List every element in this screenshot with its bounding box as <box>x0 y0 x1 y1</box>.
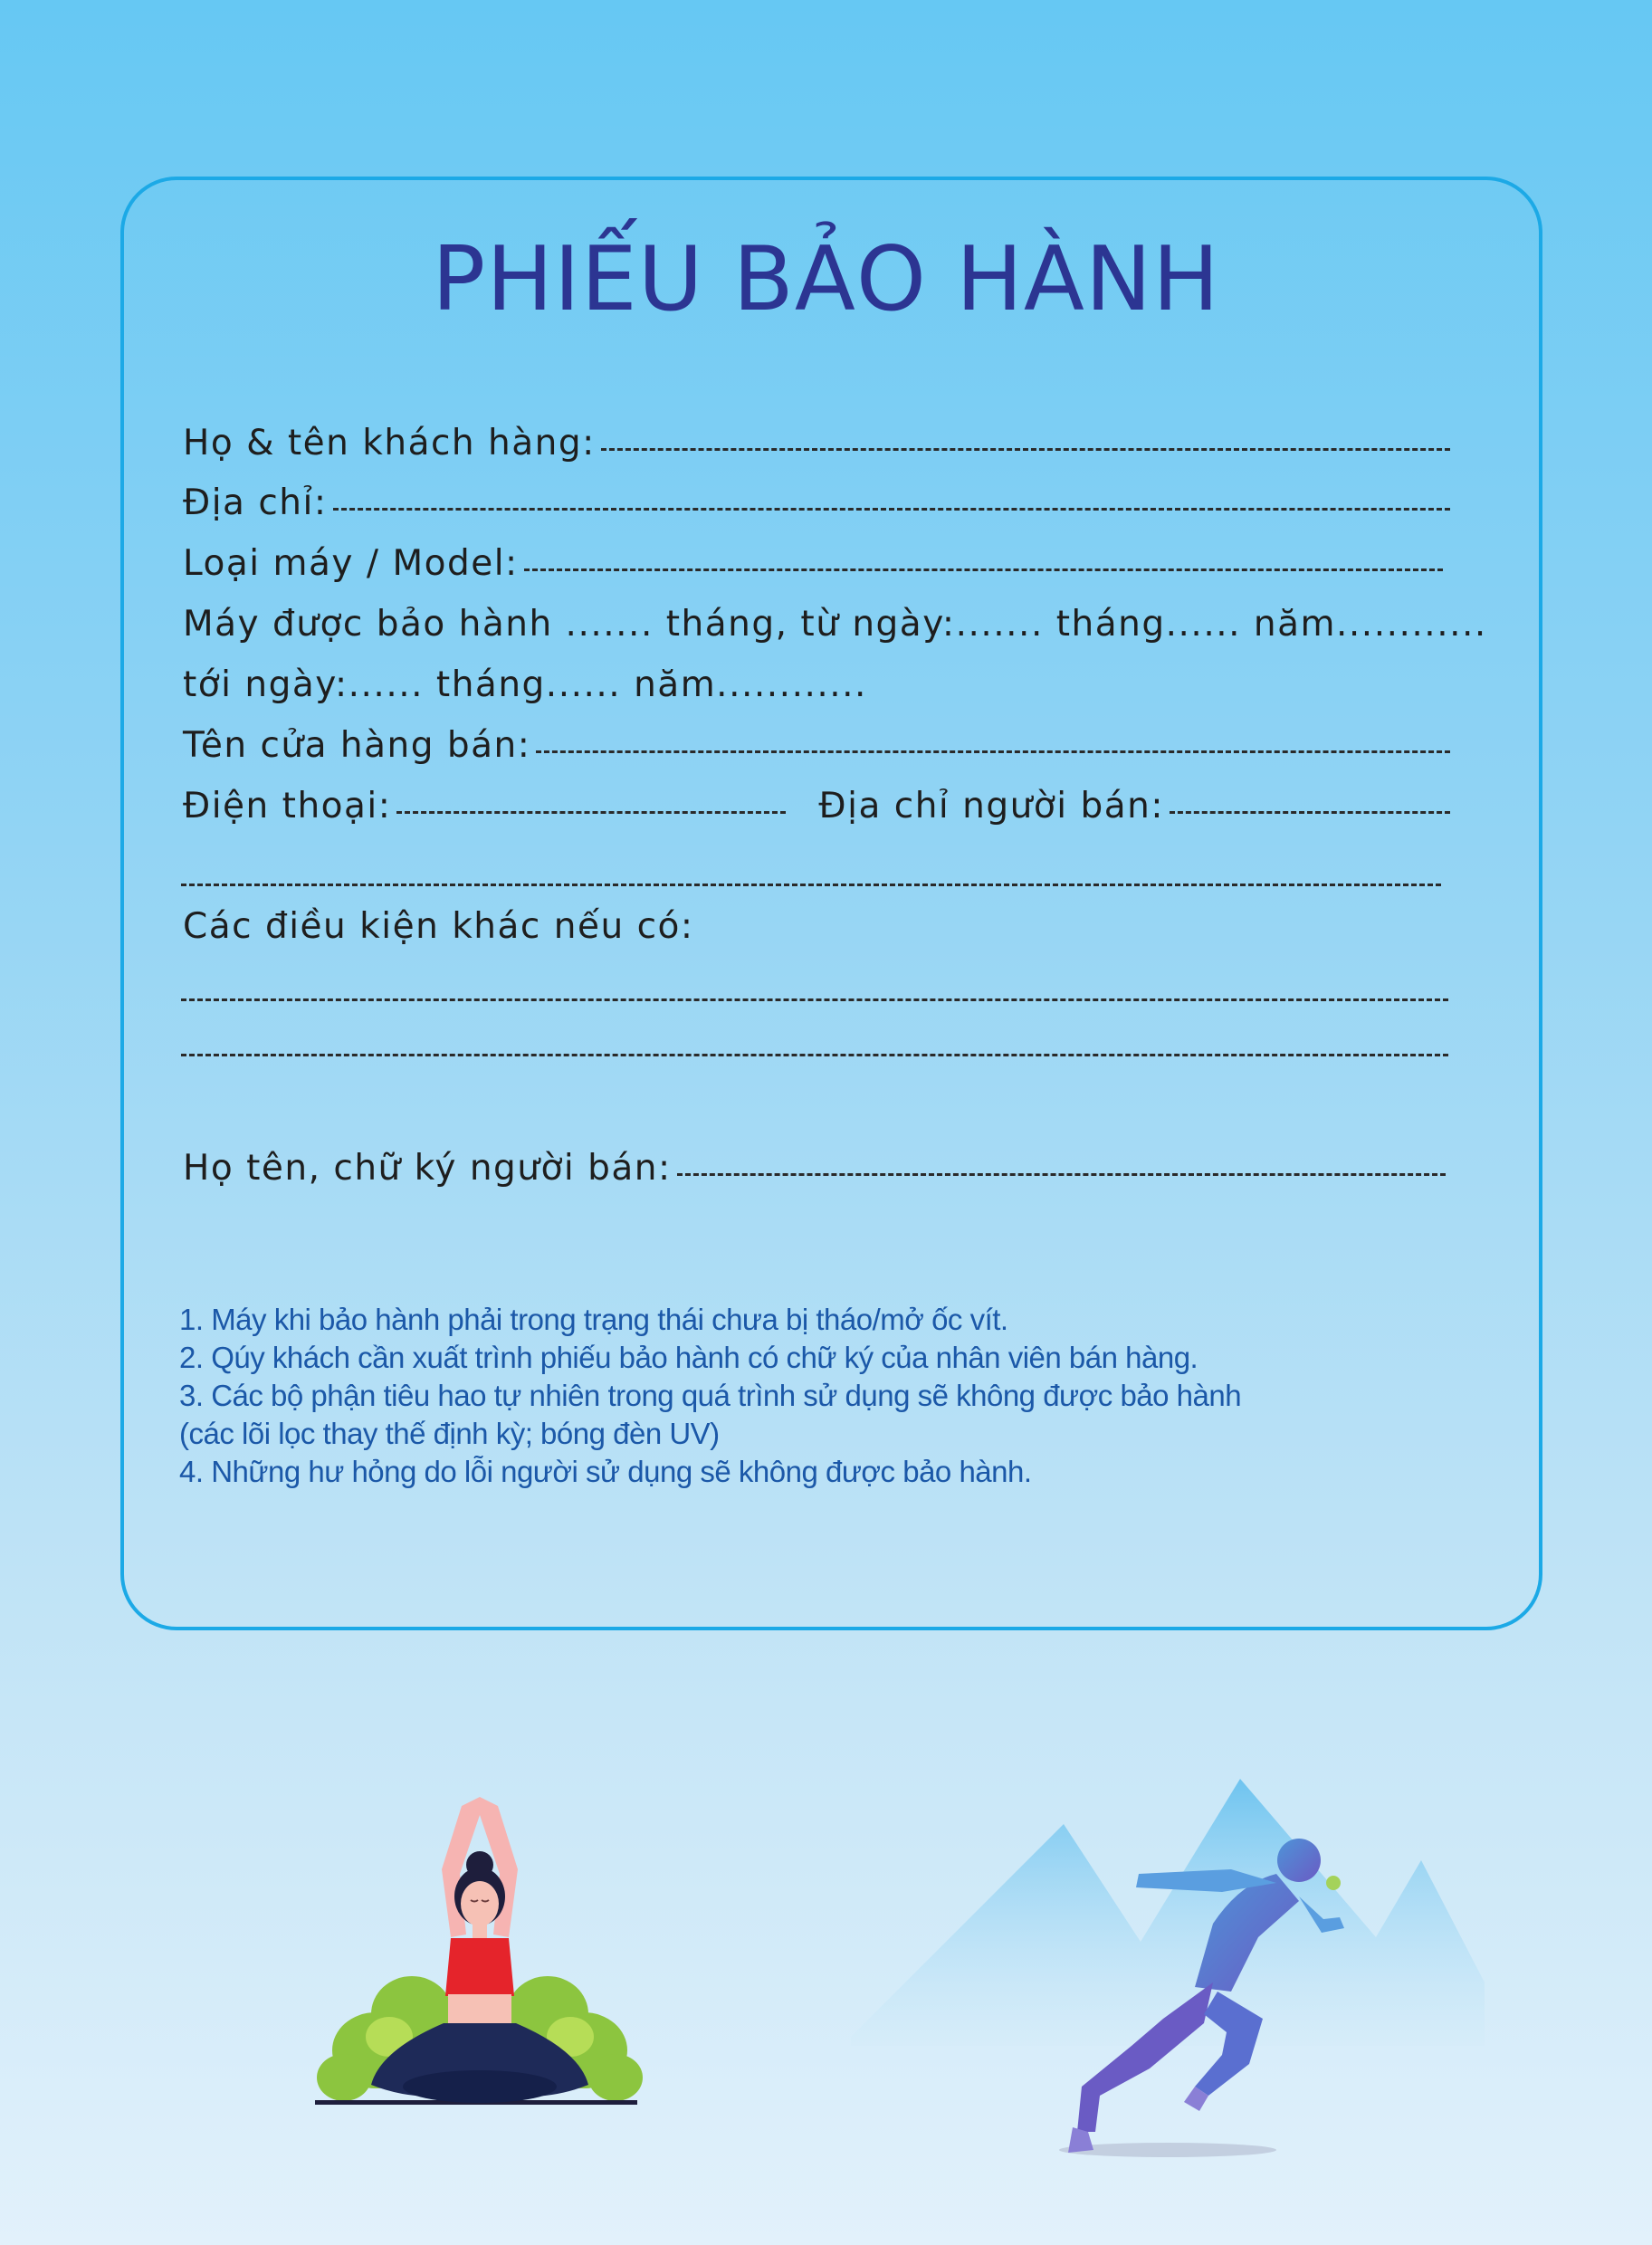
address-label: Địa chỉ: <box>183 482 328 523</box>
phone-dotted-line[interactable] <box>396 811 786 814</box>
model-dotted-line <box>524 568 1443 571</box>
store-name-field[interactable] <box>183 725 1450 766</box>
yoga-woman-illustration <box>308 1779 652 2114</box>
other-conditions-field <box>183 906 1450 947</box>
page-title: PHIẾU BẢO HÀNH <box>432 228 1220 331</box>
store-name-label: Tên cửa hàng bán: <box>183 725 531 766</box>
warranty-term: 3. Các bộ phận tiêu hao tự nhiên trong quá trình sử dụng sẽ không được bảo hành <box>179 1379 1242 1412</box>
seller-address-dotted-line[interactable] <box>1170 811 1450 814</box>
warranty-terms-list <box>179 1301 1428 1491</box>
model-label: Loại máy / Model: <box>183 543 519 584</box>
seller-signature-label: Họ tên, chữ ký người bán: <box>183 1148 672 1189</box>
seller-signature-dotted-line <box>677 1173 1446 1176</box>
seller-signature-field[interactable] <box>183 1148 1446 1189</box>
other-conditions-label: Các điều kiện khác nếu có: <box>183 906 694 947</box>
warranty-term: 1. Máy khi bảo hành phải trong trạng thái chưa bị tháo/mở ốc vít. <box>179 1303 1008 1336</box>
other-conditions-line-1[interactable] <box>181 998 1448 1001</box>
warranty-term: 2. Qúy khách cần xuất trình phiếu bảo hành có chữ ký của nhân viên bán hàng. <box>179 1341 1198 1374</box>
model-field[interactable] <box>183 543 1443 584</box>
warranty-term: (các lõi lọc thay thế định kỳ; bóng đèn UV) <box>179 1417 720 1450</box>
warranty-period-text-2: tới ngày:...... tháng...... năm............ <box>183 664 867 705</box>
warranty-term: 4. Những hư hỏng do lỗi người sử dụng sẽ không được bảo hành. <box>179 1455 1032 1488</box>
warranty-period-line-1[interactable] <box>183 604 1487 645</box>
address-dotted-line <box>333 508 1451 511</box>
store-name-dotted-line <box>536 750 1450 753</box>
phone-label: Điện thoại: <box>183 786 392 826</box>
customer-name-field[interactable] <box>183 423 1450 463</box>
address-field[interactable] <box>183 482 1450 523</box>
customer-name-dotted-line <box>601 448 1450 451</box>
other-conditions-line-2[interactable] <box>181 1054 1448 1056</box>
seller-address-continuation-line[interactable] <box>181 884 1441 886</box>
warranty-period-line-2[interactable] <box>183 664 1450 705</box>
seller-address-label: Địa chỉ người bán: <box>818 786 1164 826</box>
customer-name-label: Họ & tên khách hàng: <box>183 423 596 463</box>
warranty-period-text-1: Máy được bảo hành ....... tháng, từ ngày:....... tháng...... năm............ <box>183 604 1487 645</box>
running-man-mountains-illustration <box>851 1774 1485 2164</box>
phone-seller-address-row <box>183 786 1450 826</box>
